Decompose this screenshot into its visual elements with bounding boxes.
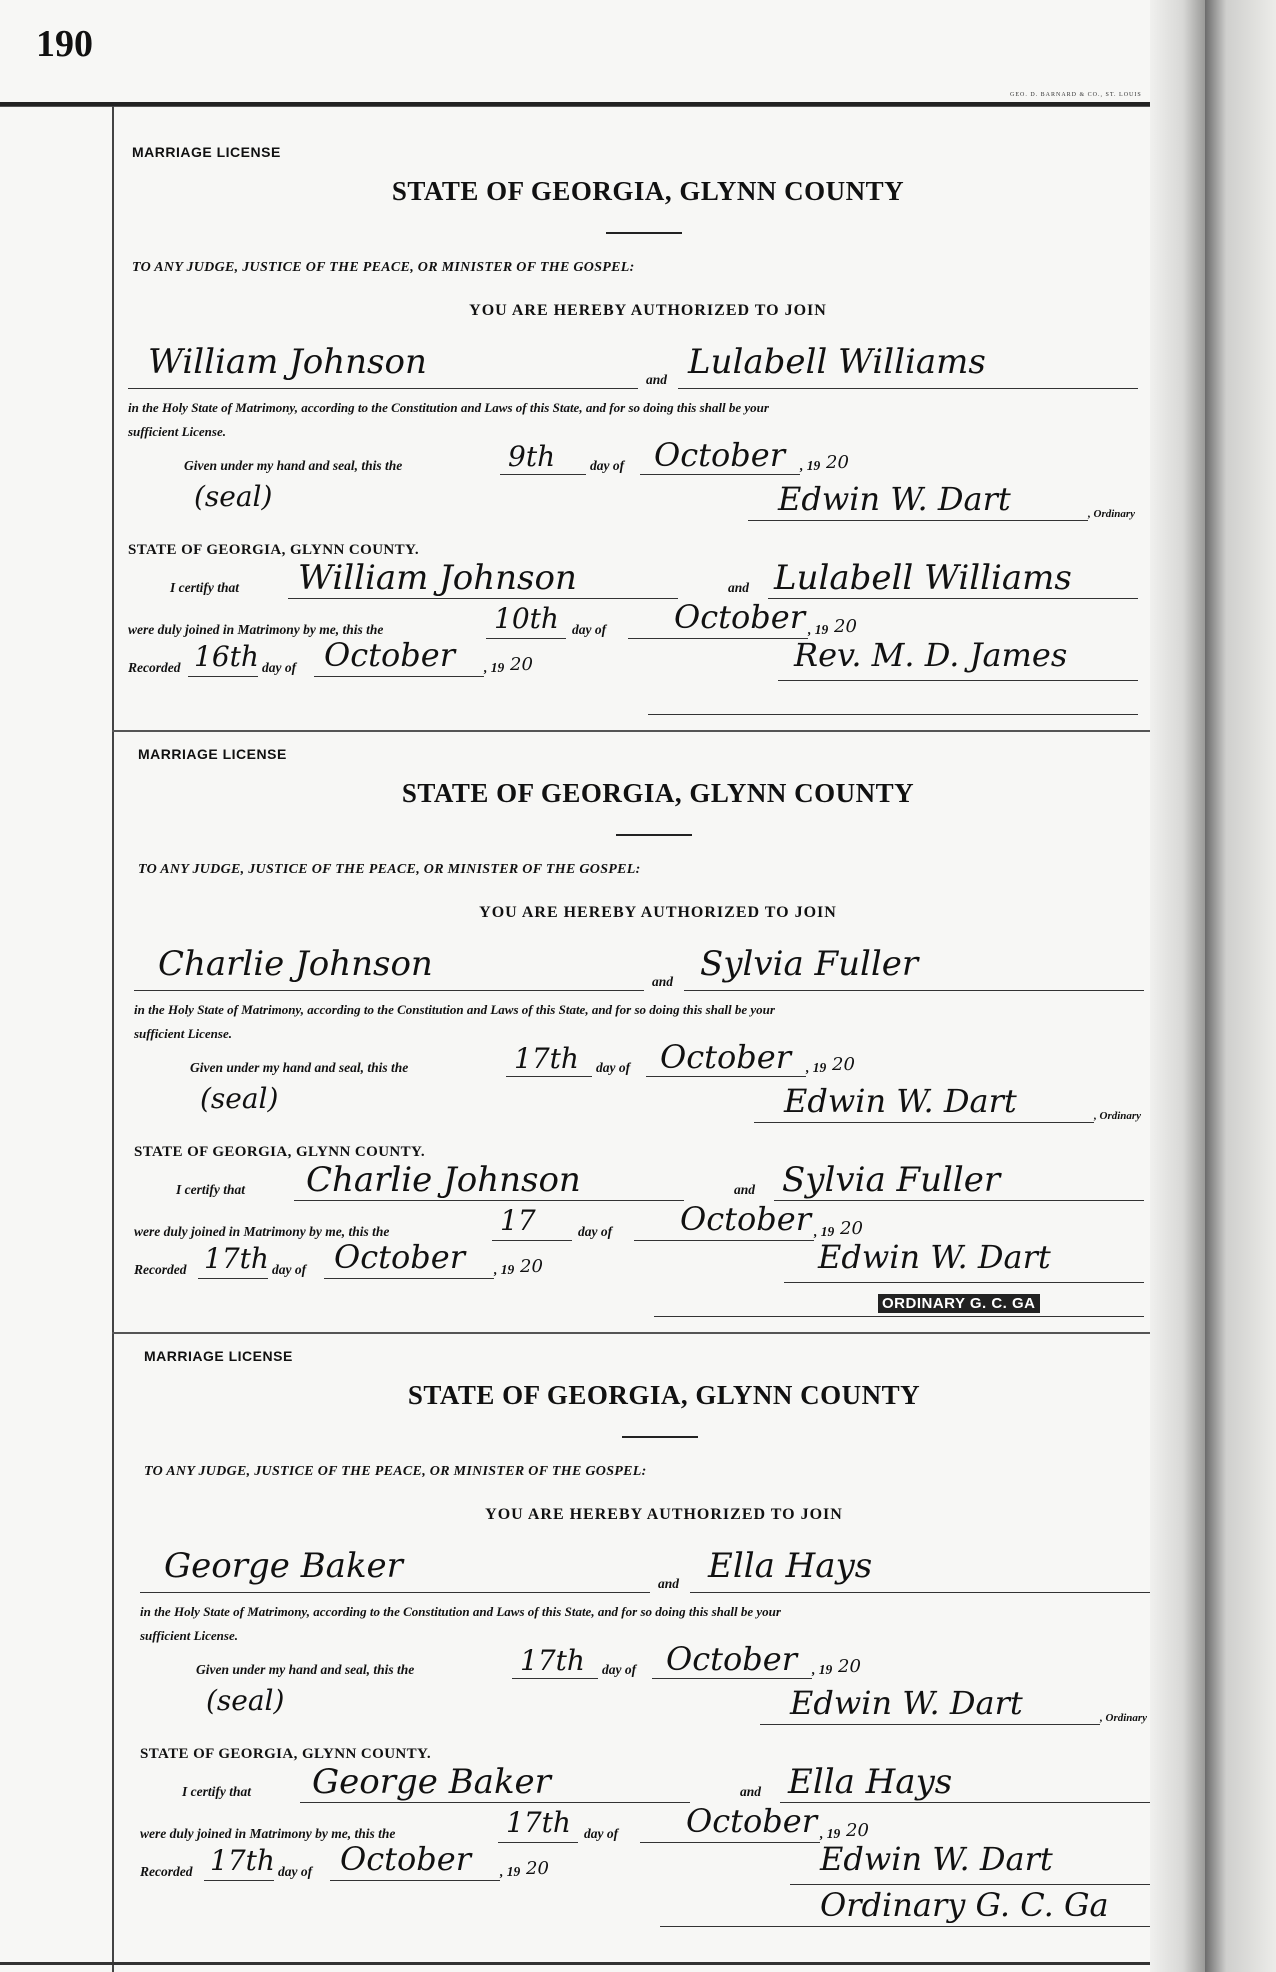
sufficient-license-text: sufficient License.: [134, 1026, 232, 1041]
bride-name: Ella Hays: [708, 1546, 873, 1586]
ordinary-signature: Edwin W. Dart: [778, 480, 1011, 518]
joined-month: October: [686, 1802, 817, 1840]
recorded-day-of: day of: [278, 1864, 313, 1879]
license-month: October: [654, 436, 785, 474]
year-prefix: , 19: [800, 458, 821, 473]
cert-bride-line: [780, 1802, 1150, 1803]
to-any-judge-line: TO ANY JUDGE, JUSTICE OF THE PEACE, OR MINISTER OF THE GOSPEL:: [132, 260, 635, 275]
joined-day-line: [492, 1240, 572, 1241]
officiant-signature: Rev. M. D. James: [794, 636, 1068, 674]
sufficient-license-text: sufficient License.: [128, 424, 226, 439]
joined-day-line: [486, 638, 566, 639]
and-label: and: [658, 1576, 680, 1591]
left-margin-rule: [112, 106, 114, 1972]
given-under-text: Given under my hand and seal, this the: [196, 1662, 415, 1677]
book-spine-shadow: [1150, 0, 1205, 1972]
year-prefix: , 19: [806, 1060, 827, 1075]
cert-bride-name: Sylvia Fuller: [782, 1160, 1001, 1200]
i-certify-text: I certify that: [176, 1182, 245, 1197]
recorded-year-prefix: , 19: [500, 1864, 521, 1879]
ordinary-label: , Ordinary: [1100, 1712, 1148, 1724]
cert-bride-name: Ella Hays: [788, 1762, 953, 1802]
license-month-line: [652, 1678, 812, 1679]
recorded-month-line: [324, 1278, 494, 1279]
heading-rule: [606, 232, 682, 234]
cert-groom-line: [288, 598, 678, 599]
recorded-day-line: [198, 1278, 268, 1279]
license-year: 20: [838, 1656, 861, 1677]
ordinary-stamp: ORDINARY G. C. GA: [878, 1294, 1040, 1313]
recorded-day: 17th: [204, 1242, 269, 1275]
officiant-title-line: [654, 1316, 1144, 1317]
seal-mark: (seal): [200, 1082, 279, 1115]
officiant-title: Ordinary G. C. Ga: [820, 1886, 1109, 1924]
cert-bride-line: [768, 598, 1138, 599]
license-day-line: [506, 1076, 592, 1077]
and-label: and: [646, 372, 668, 387]
groom-line: [134, 990, 644, 991]
given-under-text: Given under my hand and seal, this the: [190, 1060, 409, 1075]
state-heading: STATE OF GEORGIA, GLYNN COUNTY: [407, 1380, 921, 1410]
certificate-state-line: STATE OF GEORGIA, GLYNN COUNTY.: [128, 542, 420, 558]
seal-mark: (seal): [194, 480, 273, 513]
record-separator-2: [112, 1332, 1172, 1334]
day-of-label: day of: [596, 1060, 631, 1075]
top-rule: [0, 102, 1160, 107]
recorded-label: Recorded: [134, 1262, 187, 1277]
joined-day-of: day of: [572, 622, 607, 637]
officiant-line: [778, 680, 1138, 681]
bride-line: [678, 388, 1138, 389]
officiant-signature: Edwin W. Dart: [818, 1238, 1051, 1276]
bride-line: [690, 1592, 1150, 1593]
sufficient-license-text: sufficient License.: [140, 1628, 238, 1643]
recorded-day-line: [188, 676, 258, 677]
recorded-day-line: [204, 1880, 274, 1881]
license-year: 20: [832, 1054, 855, 1075]
license-month: October: [666, 1640, 797, 1678]
bride-line: [684, 990, 1144, 991]
cert-and-label: and: [740, 1784, 762, 1799]
bride-name: Lulabell Williams: [688, 342, 986, 382]
duly-joined-text: were duly joined in Matrimony by me, this the: [140, 1826, 396, 1841]
groom-line: [140, 1592, 650, 1593]
authorized-line: YOU ARE HEREBY AUTHORIZED TO JOIN: [469, 302, 827, 319]
certificate-state-line: STATE OF GEORGIA, GLYNN COUNTY.: [134, 1144, 426, 1160]
recorded-month: October: [334, 1238, 465, 1276]
authorized-line: YOU ARE HEREBY AUTHORIZED TO JOIN: [479, 904, 837, 921]
recorded-month: October: [340, 1840, 471, 1878]
authorized-line: YOU ARE HEREBY AUTHORIZED TO JOIN: [485, 1506, 843, 1523]
recorded-month: October: [324, 636, 455, 674]
year-prefix: , 19: [812, 1662, 833, 1677]
joined-month: October: [674, 598, 805, 636]
recorded-month-line: [330, 1880, 500, 1881]
i-certify-text: I certify that: [182, 1784, 251, 1799]
heading-rule: [622, 1436, 698, 1438]
marriage-license-label: MARRIAGE LICENSE: [144, 1348, 293, 1364]
recorded-label: Recorded: [140, 1864, 193, 1879]
recorded-day: 17th: [210, 1844, 275, 1877]
joined-year-prefix: , 19: [814, 1224, 835, 1239]
officiant-title-line: [660, 1926, 1150, 1927]
joined-year: 20: [840, 1218, 863, 1239]
holy-state-text: in the Holy State of Matrimony, according to the Constitution and Laws of this State, and for so doing this shall be your: [128, 400, 769, 415]
to-any-judge-line: TO ANY JUDGE, JUSTICE OF THE PEACE, OR MINISTER OF THE GOSPEL:: [138, 862, 641, 877]
license-record-3: [128, 1344, 1168, 1954]
groom-name: George Baker: [164, 1546, 403, 1586]
marriage-license-label: MARRIAGE LICENSE: [138, 746, 287, 762]
holy-state-text: in the Holy State of Matrimony, according to the Constitution and Laws of this State, and for so doing this shall be your: [134, 1002, 775, 1017]
recorded-day-of: day of: [262, 660, 297, 675]
joined-day: 17th: [506, 1806, 571, 1839]
joined-year: 20: [834, 616, 857, 637]
recorded-year-prefix: , 19: [484, 660, 505, 675]
license-record-2: [128, 742, 1168, 1332]
duly-joined-text: were duly joined in Matrimony by me, this the: [134, 1224, 390, 1239]
license-month: October: [660, 1038, 791, 1076]
cert-and-label: and: [734, 1182, 756, 1197]
joined-year-prefix: , 19: [820, 1826, 841, 1841]
joined-day: 17: [500, 1204, 536, 1237]
license-day: 17th: [514, 1042, 579, 1075]
marriage-license-label: MARRIAGE LICENSE: [132, 144, 281, 160]
cert-groom-name: George Baker: [312, 1762, 551, 1802]
ordinary-signature: Edwin W. Dart: [784, 1082, 1017, 1120]
recorded-month-line: [314, 676, 484, 677]
license-day-line: [500, 474, 586, 475]
cert-bride-name: Lulabell Williams: [774, 558, 1072, 598]
officiant-line: [790, 1884, 1150, 1885]
joined-month-line: [634, 1240, 814, 1241]
recorded-day: 16th: [194, 640, 259, 673]
license-day-line: [512, 1678, 598, 1679]
cert-groom-line: [300, 1802, 690, 1803]
groom-name: William Johnson: [148, 342, 427, 382]
heading-rule: [616, 834, 692, 836]
joined-day-of: day of: [578, 1224, 613, 1239]
holy-state-text: in the Holy State of Matrimony, according to the Constitution and Laws of this State, and for so doing this shall be your: [140, 1604, 781, 1619]
day-of-label: day of: [602, 1662, 637, 1677]
duly-joined-text: were duly joined in Matrimony by me, this the: [128, 622, 384, 637]
ordinary-label: , Ordinary: [1094, 1110, 1142, 1122]
publisher-mark: GEO. D. BARNARD & CO., ST. LOUIS: [1010, 92, 1142, 98]
joined-month-line: [628, 638, 808, 639]
joined-year: 20: [846, 1820, 869, 1841]
officiant-title-line: [648, 714, 1138, 715]
joined-month: October: [680, 1200, 811, 1238]
and-label: and: [652, 974, 674, 989]
day-of-label: day of: [590, 458, 625, 473]
cert-groom-name: Charlie Johnson: [306, 1160, 581, 1200]
bottom-rule: [0, 1962, 1200, 1965]
ordinary-line: [760, 1724, 1100, 1725]
cert-bride-line: [774, 1200, 1144, 1201]
license-record-1: [128, 140, 1168, 730]
joined-day-line: [498, 1842, 578, 1843]
joined-year-prefix: , 19: [808, 622, 829, 637]
given-under-text: Given under my hand and seal, this the: [184, 458, 403, 473]
page-number: 190: [36, 23, 93, 65]
license-month-line: [646, 1076, 806, 1077]
recorded-year: 20: [510, 654, 533, 675]
certificate-state-line: STATE OF GEORGIA, GLYNN COUNTY.: [140, 1746, 432, 1762]
record-separator-1: [112, 730, 1172, 732]
cert-and-label: and: [728, 580, 750, 595]
groom-name: Charlie Johnson: [158, 944, 433, 984]
ordinary-signature: Edwin W. Dart: [790, 1684, 1023, 1722]
joined-day: 10th: [494, 602, 559, 635]
cert-groom-name: William Johnson: [298, 558, 577, 598]
recorded-label: Recorded: [128, 660, 181, 675]
officiant-line: [784, 1282, 1144, 1283]
recorded-day-of: day of: [272, 1262, 307, 1277]
ordinary-label: , Ordinary: [1088, 508, 1136, 520]
bride-name: Sylvia Fuller: [700, 944, 919, 984]
seal-mark: (seal): [206, 1684, 285, 1717]
ordinary-line: [748, 520, 1088, 521]
joined-month-line: [640, 1842, 820, 1843]
cert-groom-line: [294, 1200, 684, 1201]
i-certify-text: I certify that: [170, 580, 239, 595]
license-day: 17th: [520, 1644, 585, 1677]
recorded-year: 20: [520, 1256, 543, 1277]
groom-line: [128, 388, 638, 389]
license-month-line: [640, 474, 800, 475]
joined-day-of: day of: [584, 1826, 619, 1841]
officiant-signature: Edwin W. Dart: [820, 1840, 1053, 1878]
adjacent-page-edge: [1205, 0, 1276, 1972]
license-year: 20: [826, 452, 849, 473]
state-heading: STATE OF GEORGIA, GLYNN COUNTY: [391, 176, 905, 206]
recorded-year: 20: [526, 1858, 549, 1879]
state-heading: STATE OF GEORGIA, GLYNN COUNTY: [401, 778, 915, 808]
license-day: 9th: [508, 440, 556, 473]
ordinary-line: [754, 1122, 1094, 1123]
recorded-year-prefix: , 19: [494, 1262, 515, 1277]
to-any-judge-line: TO ANY JUDGE, JUSTICE OF THE PEACE, OR MINISTER OF THE GOSPEL:: [144, 1464, 647, 1479]
